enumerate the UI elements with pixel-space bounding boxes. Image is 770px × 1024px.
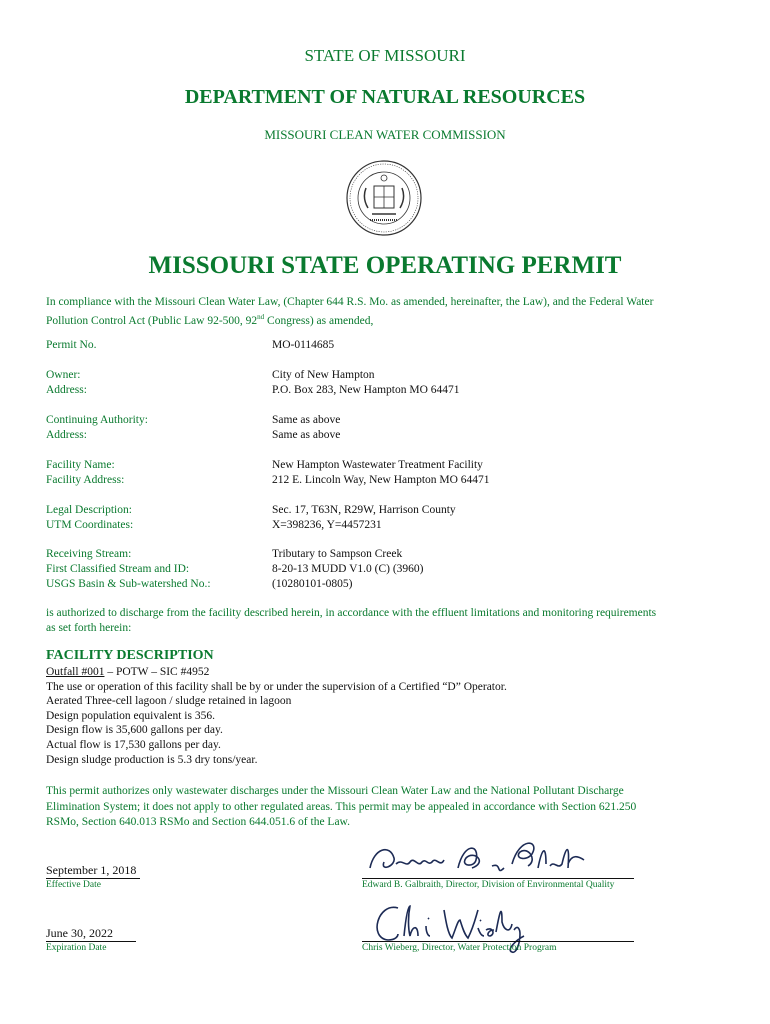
facility-description-body — [46, 665, 507, 767]
notice-line-3: RSMo, Section 640.013 RSMo and Section 644.051.6 of the Law. — [46, 816, 350, 828]
facility-description-heading: FACILITY DESCRIPTION — [46, 648, 214, 663]
legal-description-label: Legal Description: — [46, 504, 132, 516]
facility-name-value: New Hampton Wastewater Treatment Facility — [272, 459, 483, 471]
commission-heading: MISSOURI CLEAN WATER COMMISSION — [264, 127, 506, 142]
facility-line: Design flow is 35,600 gallons per day. — [46, 724, 223, 737]
outfall-id: Outfall #001 — [46, 666, 105, 678]
intro-line-1: In compliance with the Missouri Clean Water Law, (Chapter 644 R.S. Mo. as amended, hereinafter, the Law), and the Federal Water — [46, 296, 654, 308]
effective-date-line — [46, 878, 140, 879]
owner-address-label: Address: — [46, 384, 87, 396]
permit-no-value: MO-0114685 — [272, 339, 335, 351]
signer1-title: Edward B. Galbraith, Director, Division of Environmental Quality — [362, 880, 615, 890]
facility-address-label: Facility Address: — [46, 474, 125, 486]
utm-value: X=398236, Y=4457231 — [272, 519, 382, 531]
permit-notice — [46, 784, 726, 831]
owner-value: City of New Hampton — [272, 369, 375, 381]
state-heading: STATE OF MISSOURI — [304, 46, 466, 65]
notice-line-1: This permit authorizes only wastewater discharges under the Missouri Clean Water Law and the National Pollutant Discharge — [46, 785, 624, 797]
signature-line-1 — [362, 878, 634, 879]
expiration-date-label: Expiration Date — [46, 943, 107, 953]
notice-line-2: Elimination System; it does not apply to other regulated areas. This permit may be appealed in accordance with Section 621.250 — [46, 800, 637, 813]
effective-date-label: Effective Date — [46, 880, 101, 890]
expiration-date: June 30, 2022 — [46, 926, 113, 940]
first-classified-value: 8-20-13 MUDD V1.0 (C) (3960) — [272, 563, 424, 575]
authorization-line-2: as set forth herein: — [46, 622, 132, 634]
utm-label: UTM Coordinates: — [46, 519, 134, 531]
owner-label: Owner: — [46, 369, 81, 381]
facility-line: The use or operation of this facility shall be by or under the supervision of a Certified “D” Operator. — [46, 680, 507, 693]
owner-address-value: P.O. Box 283, New Hampton MO 64471 — [272, 384, 460, 396]
permit-title: MISSOURI STATE OPERATING PERMIT — [148, 252, 622, 279]
facility-line: Design sludge production is 5.3 dry tons/year. — [46, 753, 258, 766]
facility-line: Aerated Three-cell lagoon / sludge retained in lagoon — [46, 695, 292, 708]
facility-line: Actual flow is 17,530 gallons per day. — [46, 738, 221, 751]
outfall-line: Outfall #001 – POTW – SIC #4952 — [46, 666, 210, 678]
intro-line-2: Pollution Control Act (Public Law 92-500, 92nd Congress) as amended, — [46, 313, 374, 327]
permit-no-label: Permit No. — [46, 339, 97, 351]
facility-line: Design population equivalent is 356. — [46, 709, 215, 722]
facility-address-value: 212 E. Lincoln Way, New Hampton MO 64471 — [272, 474, 490, 486]
ca-address-label: Address: — [46, 429, 87, 441]
legal-description-value: Sec. 17, T63N, R29W, Harrison County — [272, 504, 456, 516]
authorization-paragraph — [46, 606, 726, 636]
receiving-stream-value: Tributary to Sampson Creek — [272, 548, 403, 560]
facility-name-label: Facility Name: — [46, 459, 115, 471]
first-classified-label: First Classified Stream and ID: — [46, 563, 190, 575]
intro-paragraph — [46, 295, 726, 329]
signature-line-2 — [362, 941, 634, 942]
signer2-title: Chris Wieberg, Director, Water Protection Program — [362, 943, 557, 953]
continuing-authority-value: Same as above — [272, 414, 341, 426]
authorization-line-1: is authorized to discharge from the facility described herein, in accordance with the effluent limitations and monitoring requirements — [46, 607, 657, 619]
effective-date: September 1, 2018 — [46, 863, 137, 877]
continuing-authority-label: Continuing Authority: — [46, 414, 148, 426]
usgs-label: USGS Basin & Sub-watershed No.: — [46, 578, 211, 590]
receiving-stream-label: Receiving Stream: — [46, 548, 132, 560]
ca-address-value: Same as above — [272, 429, 341, 441]
department-heading: DEPARTMENT OF NATURAL RESOURCES — [184, 86, 586, 108]
missouri-state-seal-icon — [344, 158, 424, 238]
usgs-value: (10280101-0805) — [272, 578, 353, 590]
expiration-date-line — [46, 941, 136, 942]
